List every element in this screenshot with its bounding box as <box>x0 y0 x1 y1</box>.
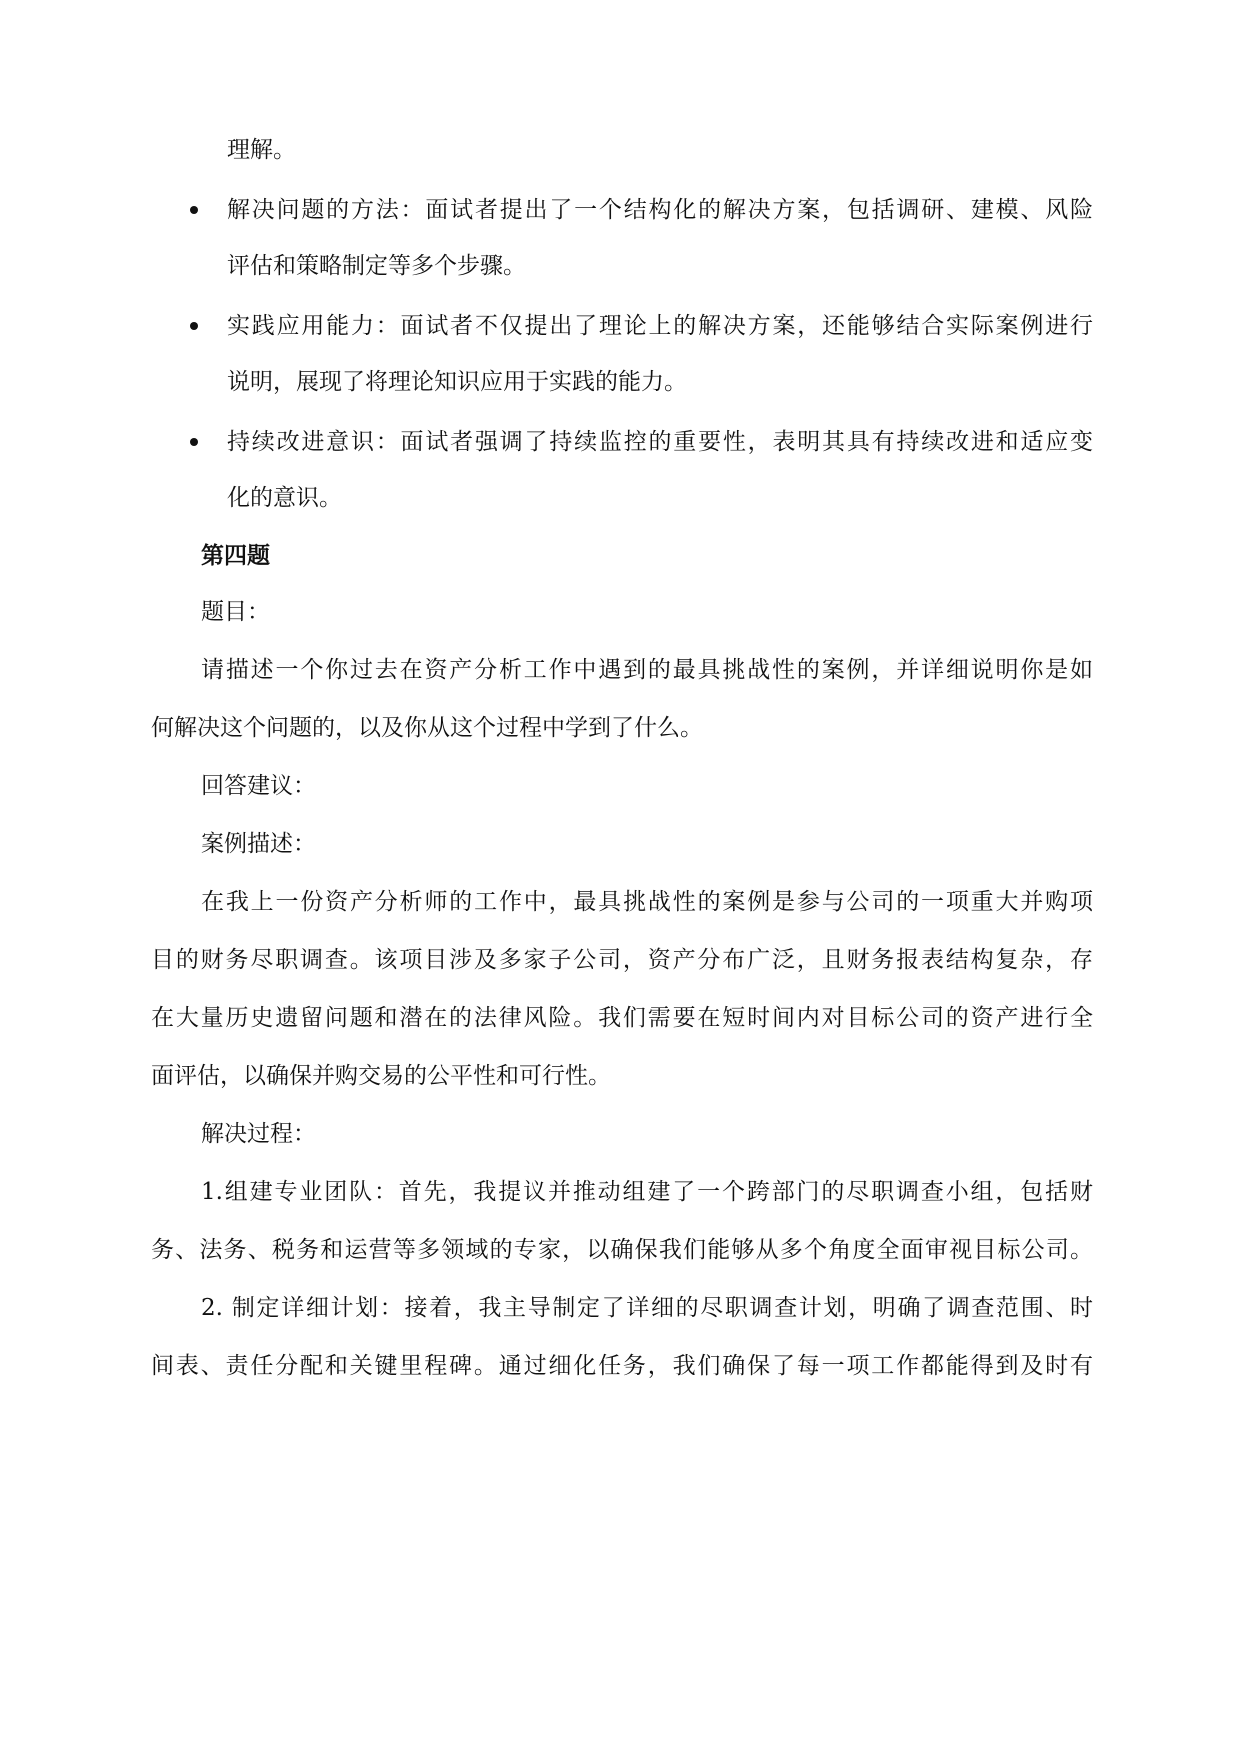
question-label: 题目： <box>201 599 270 625</box>
bullet-3-line-1: 持续改进意识：面试者强调了持续监控的重要性，表明其具有持续改进和适应变 <box>227 429 1093 455</box>
bullet-dot-icon <box>190 206 198 214</box>
section-title: 第四题 <box>201 542 270 569</box>
bullet-dot-icon <box>190 438 198 446</box>
step2-line-2: 间表、责任分配和关键里程碑。通过细化任务，我们确保了每一项工作都能得到及时有 <box>151 1353 1093 1379</box>
case-line-2: 目的财务尽职调查。该项目涉及多家子公司，资产分布广泛，且财务报表结构复杂，存 <box>151 947 1093 973</box>
case-line-1: 在我上一份资产分析师的工作中，最具挑战性的案例是参与公司的一项重大并购项 <box>201 889 1093 915</box>
step2-line-1: 2. 制定详细计划：接着，我主导制定了详细的尽职调查计划，明确了调查范围、时 <box>201 1295 1093 1321</box>
bullet-3-line-2: 化的意识。 <box>227 485 342 511</box>
case-line-3: 在大量历史遗留问题和潜在的法律风险。我们需要在短时间内对目标公司的资产进行全 <box>151 1005 1093 1031</box>
bullet-1-line-1: 解决问题的方法：面试者提出了一个结构化的解决方案，包括调研、建模、风险 <box>227 197 1093 223</box>
answer-label: 回答建议： <box>201 773 316 799</box>
question-line-1: 请描述一个你过去在资产分析工作中遇到的最具挑战性的案例，并详细说明你是如 <box>201 657 1093 683</box>
case-line-4: 面评估，以确保并购交易的公平性和可行性。 <box>151 1063 611 1089</box>
bullet-2-line-2: 说明，展现了将理论知识应用于实践的能力。 <box>227 369 687 395</box>
case-label: 案例描述： <box>201 831 316 857</box>
bullet-1-line-2: 评估和策略制定等多个步骤。 <box>227 253 526 279</box>
process-label: 解决过程： <box>201 1121 316 1147</box>
question-line-2: 何解决这个问题的，以及你从这个过程中学到了什么。 <box>151 715 703 741</box>
step1-line-2: 务、法务、税务和运营等多领域的专家，以确保我们能够从多个角度全面审视目标公司。 <box>151 1237 1093 1263</box>
continuation-text: 理解。 <box>227 137 296 163</box>
bullet-dot-icon <box>190 322 198 330</box>
step1-line-1: 1.组建专业团队：首先，我提议并推动组建了一个跨部门的尽职调查小组，包括财 <box>201 1179 1093 1205</box>
bullet-2-line-1: 实践应用能力：面试者不仅提出了理论上的解决方案，还能够结合实际案例进行 <box>227 313 1093 339</box>
